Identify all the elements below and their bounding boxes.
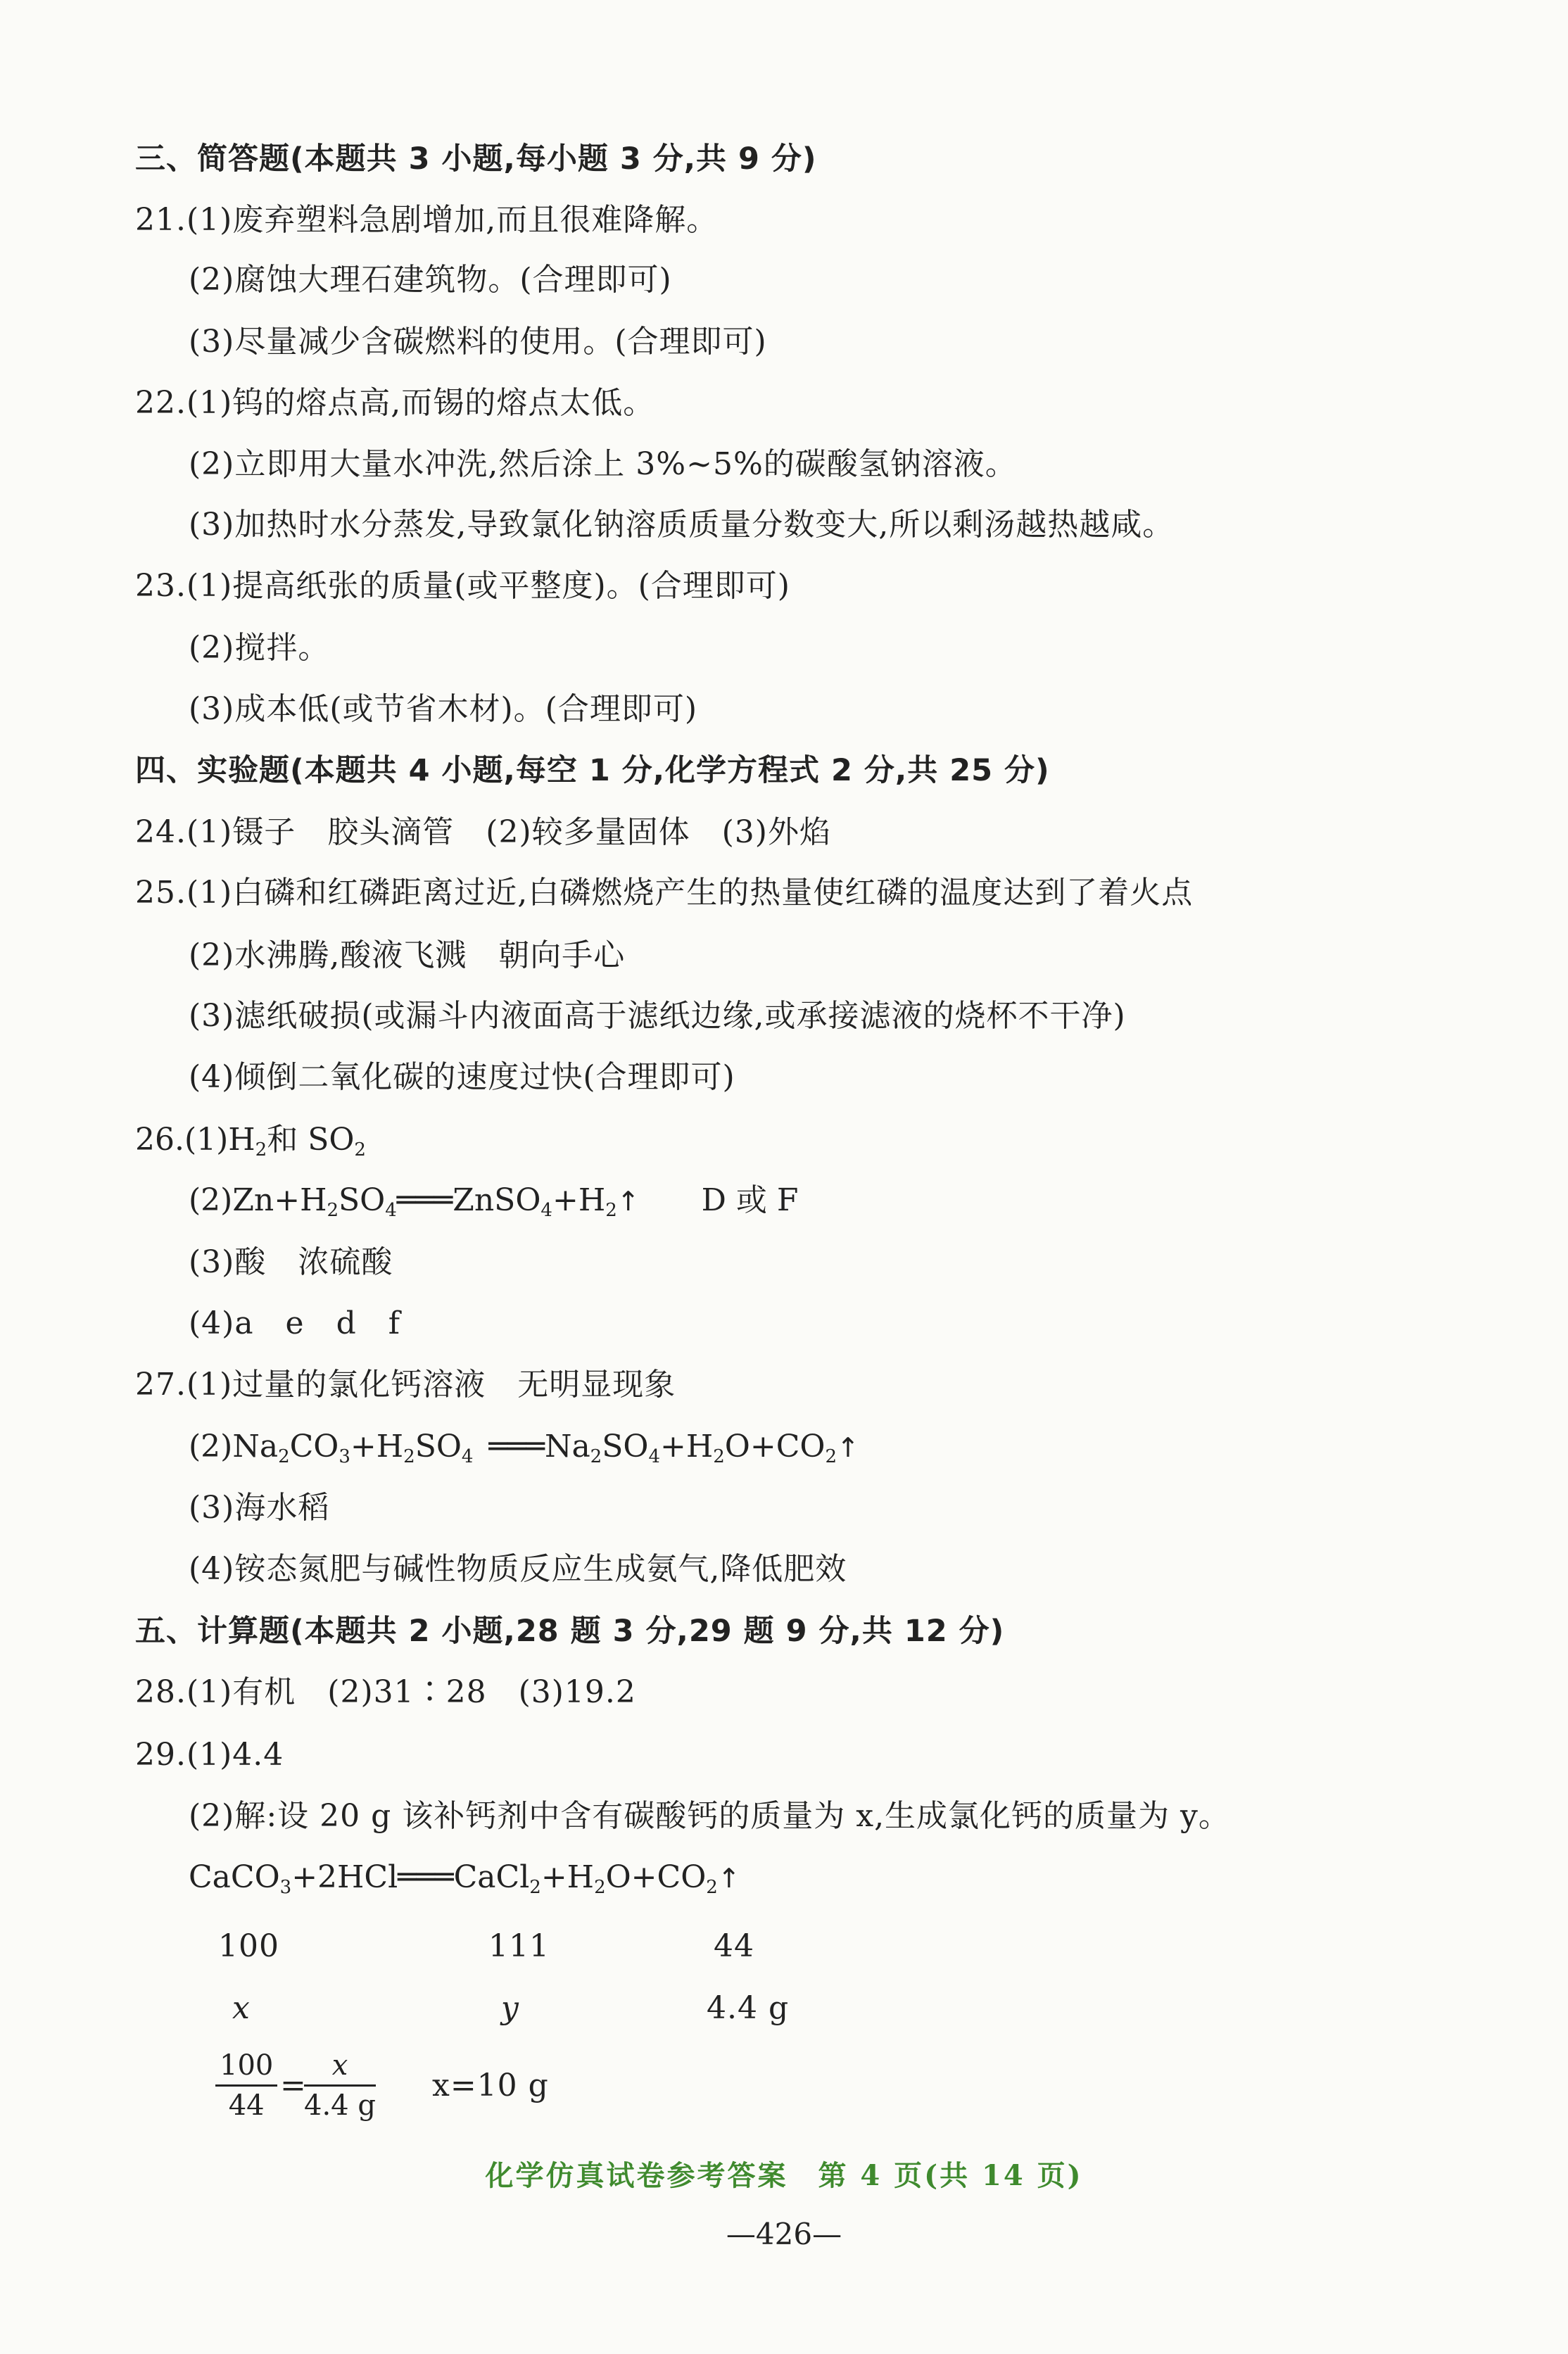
- q24-answer-1: 24.(1)镊子 胶头滴管 (2)较多量固体 (3)外焰: [135, 814, 831, 850]
- page-number: —426—: [726, 2217, 842, 2251]
- ratio-value-co2: 44: [714, 1928, 754, 1964]
- q29-answer-1: 29.(1)4.4: [135, 1737, 284, 1773]
- q22-answer-3: (3)加热时水分蒸发,导致氯化钠溶质质量分数变大,所以剩汤越热越咸。: [189, 507, 1175, 543]
- q25-answer-3: (3)滤纸破损(或漏斗内液面高于滤纸边缘,或承接滤液的烧杯不干净): [189, 998, 1126, 1034]
- equals-sign: =: [280, 2068, 307, 2103]
- q27-answer-2: $(2)Na_2CO_3+H_2SO_4$ $═══Na_2SO_4+H_2O+CO_2↑$: [189, 1429, 859, 1467]
- var-co2-mass: 4.4 g: [707, 1990, 790, 2026]
- footer-title: 化学仿真试卷参考答案 第 4 页(共 14 页): [485, 2159, 1083, 2192]
- q26-answer-3: (3)酸 浓硫酸: [189, 1244, 393, 1280]
- fraction-right-numerator: x: [304, 2048, 376, 2087]
- q22-answer-1: 22.(1)钨的熔点高,而锡的熔点太低。: [135, 385, 655, 421]
- fraction-right: [304, 2048, 376, 2123]
- q27-answer-4: (4)铵态氮肥与碱性物质反应生成氨气,降低肥效: [189, 1551, 847, 1587]
- ratio-value-cacl2: 111: [488, 1928, 550, 1964]
- q22-answer-2: (2)立即用大量水冲洗,然后涂上 3%~5%的碳酸氢钠溶液。: [189, 446, 1017, 482]
- fraction-left-denominator: 44: [228, 2089, 265, 2122]
- var-y: y: [501, 1990, 519, 2026]
- fraction-right-denominator: 4.4 g: [304, 2089, 376, 2122]
- var-x: x: [232, 1990, 251, 2026]
- q27-answer-3: (3)海水稻: [189, 1490, 330, 1526]
- q26-answer-4: (4)a e d f: [189, 1305, 401, 1341]
- fraction-left-numerator: 100: [215, 2048, 277, 2087]
- q21-answer-1: 21.(1)废弃塑料急剧增加,而且很难降解。: [135, 202, 719, 238]
- q21-answer-3: (3)尽量减少含碳燃料的使用。(合理即可): [189, 324, 767, 360]
- section-heading-short-answer: 三、简答题(本题共 3 小题,每小题 3 分,共 9 分): [135, 141, 817, 177]
- q23-answer-3: (3)成本低(或节省木材)。(合理即可): [189, 691, 697, 727]
- q23-answer-1: 23.(1)提高纸张的质量(或平整度)。(合理即可): [135, 568, 790, 604]
- q25-answer-1: 25.(1)白磷和红磷距离过近,白磷燃烧产生的热量使红磷的温度达到了着火点: [135, 875, 1194, 911]
- section-heading-calculation: 五、计算题(本题共 2 小题,28 题 3 分,29 题 9 分,共 12 分): [135, 1614, 1005, 1649]
- ratio-value-caco3: 100: [218, 1928, 279, 1964]
- q26-answer-1: $26.(1)H_2$和 $SO_2$: [135, 1122, 366, 1160]
- q29-answer-2: (2)解:设 20 g 该补钙剂中含有碳酸钙的质量为 x,生成氯化钙的质量为 y。: [189, 1798, 1230, 1834]
- q28-answer-1: 28.(1)有机 (2)31∶28 (3)19.2: [135, 1674, 636, 1710]
- fraction-left: [215, 2048, 277, 2123]
- q26-answer-2: $(2)Zn+H_2SO_4═══ZnSO_4+H_2↑$ D 或 F: [189, 1182, 799, 1221]
- q23-answer-2: (2)搅拌。: [189, 630, 330, 666]
- result-x: x=10 g: [432, 2068, 549, 2103]
- q21-answer-2: (2)腐蚀大理石建筑物。(合理即可): [189, 262, 672, 298]
- section-heading-experiment: 四、实验题(本题共 4 小题,每空 1 分,化学方程式 2 分,共 25 分): [135, 753, 1050, 788]
- q25-answer-2: (2)水沸腾,酸液飞溅 朝向手心: [189, 937, 626, 973]
- q27-answer-1: 27.(1)过量的氯化钙溶液 无明显现象: [135, 1367, 676, 1403]
- q25-answer-4: (4)倾倒二氧化碳的速度过快(合理即可): [189, 1059, 735, 1095]
- q29-equation: $CaCO_3+2HCl═══CaCl_2+H_2O+CO_2↑$: [189, 1859, 740, 1898]
